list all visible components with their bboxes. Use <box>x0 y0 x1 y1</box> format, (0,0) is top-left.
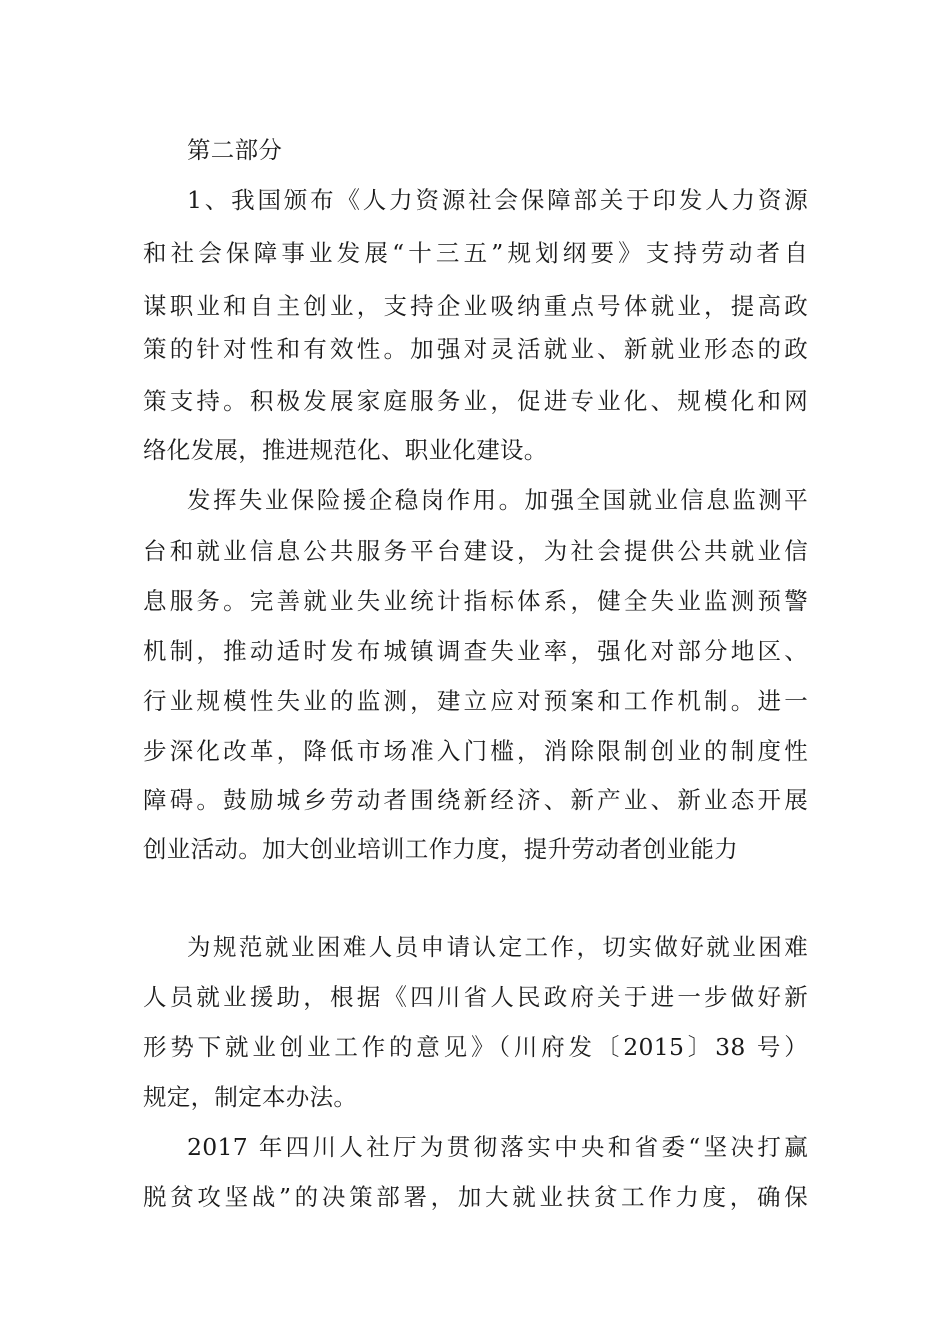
paragraph-line: 策的针对性和有效性。加强对灵活就业、新就业形态的政 <box>143 335 808 363</box>
paragraph-line: 1、我国颁布《人力资源社会保障部关于印发人力资源 <box>187 186 808 214</box>
paragraph-line: 形势下就业创业工作的意见》（川府发〔2015〕38 号） <box>143 1033 808 1061</box>
paragraph-line: 谋职业和自主创业，支持企业吸纳重点号体就业，提高政 <box>143 292 808 320</box>
paragraph-line: 规定，制定本办法。 <box>143 1083 358 1111</box>
paragraph-line: 发挥失业保险援企稳岗作用。加强全国就业信息监测平 <box>187 486 808 514</box>
paragraph-line: 台和就业信息公共服务平台建设，为社会提供公共就业信 <box>143 537 808 565</box>
paragraph-line: 行业规模性失业的监测，建立应对预案和工作机制。进一 <box>143 687 808 715</box>
paragraph-line: 息服务。完善就业失业统计指标体系，健全失业监测预警 <box>143 587 808 615</box>
paragraph-line: 策支持。积极发展家庭服务业，促进专业化、规模化和网 <box>143 387 808 415</box>
section-heading: 第二部分 <box>187 136 283 164</box>
paragraph-line: 脱贫攻坚战”的决策部署，加大就业扶贫工作力度，确保 <box>143 1183 808 1211</box>
paragraph-line: 步深化改革，降低市场准入门槛，消除限制创业的制度性 <box>143 737 808 765</box>
paragraph-line: 2017 年四川人社厅为贯彻落实中央和省委“坚决打赢 <box>187 1133 808 1161</box>
paragraph-line: 人员就业援助，根据《四川省人民政府关于进一步做好新 <box>143 983 808 1011</box>
paragraph-line: 为规范就业困难人员申请认定工作，切实做好就业困难 <box>187 933 808 961</box>
paragraph-line: 机制，推动适时发布城镇调查失业率，强化对部分地区、 <box>143 637 808 665</box>
paragraph-line: 障碍。鼓励城乡劳动者围绕新经济、新产业、新业态开展 <box>143 786 808 814</box>
paragraph-line: 和社会保障事业发展“十三五”规划纲要》支持劳动者自 <box>143 239 808 267</box>
paragraph-line: 创业活动。加大创业培训工作力度，提升劳动者创业能力 <box>143 835 738 863</box>
paragraph-line: 络化发展，推进规范化、职业化建设。 <box>143 436 548 464</box>
